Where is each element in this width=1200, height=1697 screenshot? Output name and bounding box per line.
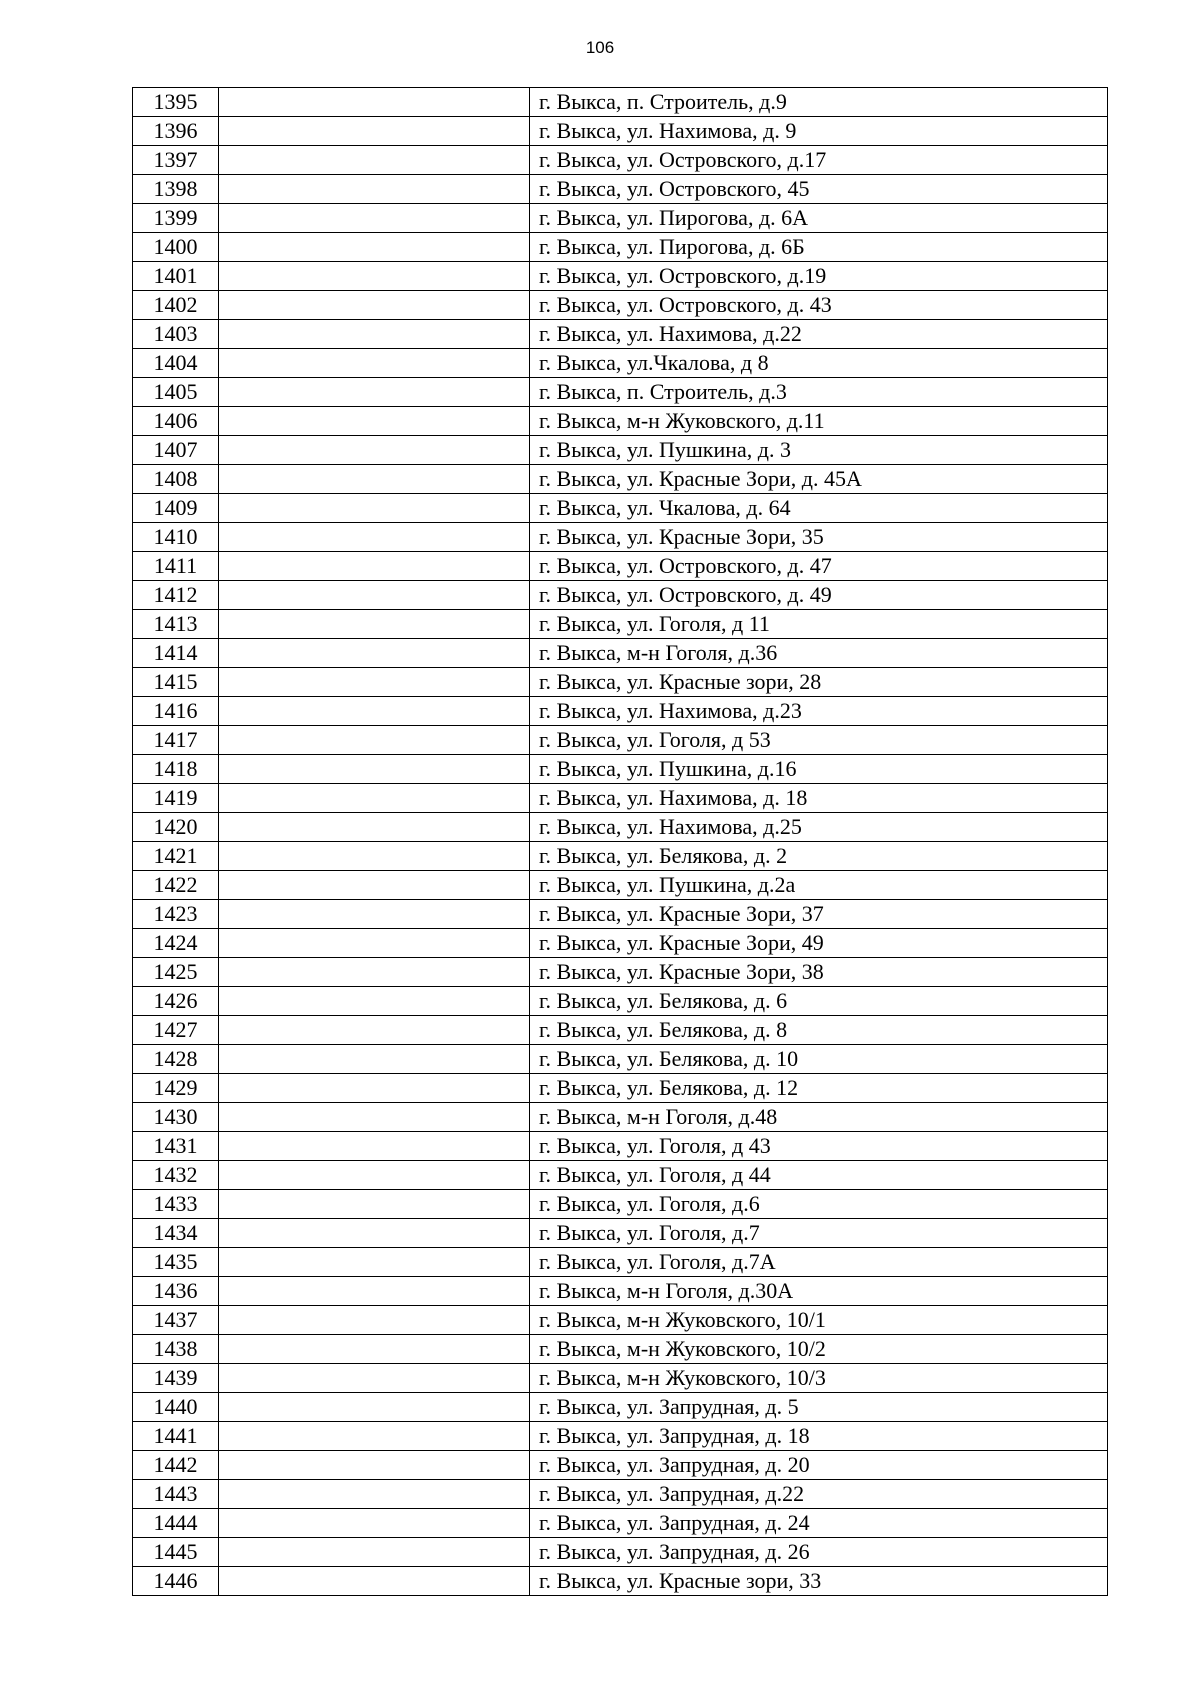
row-number-cell: 1417 [133, 726, 219, 755]
address-cell: г. Выкса, ул. Пушкина, д.16 [530, 755, 1108, 784]
table-row [133, 581, 1108, 610]
row-number-cell: 1397 [133, 146, 219, 175]
empty-cell [219, 1103, 530, 1132]
table-row [133, 262, 1108, 291]
row-number-cell: 1413 [133, 610, 219, 639]
table-row [133, 233, 1108, 262]
row-number-cell: 1423 [133, 900, 219, 929]
empty-cell [219, 610, 530, 639]
table-row [133, 523, 1108, 552]
row-number-cell: 1422 [133, 871, 219, 900]
address-cell: г. Выкса, м-н Жуковского, 10/3 [530, 1364, 1108, 1393]
address-cell: г. Выкса, ул. Запрудная, д. 26 [530, 1538, 1108, 1567]
table-row [133, 1248, 1108, 1277]
table-row [133, 668, 1108, 697]
table-row [133, 1190, 1108, 1219]
address-cell: г. Выкса, м-н Гоголя, д.36 [530, 639, 1108, 668]
empty-cell [219, 668, 530, 697]
empty-cell [219, 1045, 530, 1074]
empty-cell [219, 465, 530, 494]
row-number-cell: 1433 [133, 1190, 219, 1219]
table-row [133, 117, 1108, 146]
empty-cell [219, 1538, 530, 1567]
row-number-cell: 1407 [133, 436, 219, 465]
address-cell: г. Выкса, ул. Красные Зори, д. 45А [530, 465, 1108, 494]
row-number-cell: 1414 [133, 639, 219, 668]
address-cell: г. Выкса, ул. Нахимова, д. 9 [530, 117, 1108, 146]
row-number-cell: 1398 [133, 175, 219, 204]
table-row [133, 88, 1108, 117]
table-row [133, 842, 1108, 871]
address-cell: г. Выкса, ул. Гоголя, д 43 [530, 1132, 1108, 1161]
empty-cell [219, 581, 530, 610]
table-row [133, 987, 1108, 1016]
row-number-cell: 1434 [133, 1219, 219, 1248]
empty-cell [219, 987, 530, 1016]
empty-cell [219, 1364, 530, 1393]
row-number-cell: 1431 [133, 1132, 219, 1161]
empty-cell [219, 523, 530, 552]
table-row [133, 1045, 1108, 1074]
empty-cell [219, 639, 530, 668]
address-cell: г. Выкса, п. Строитель, д.9 [530, 88, 1108, 117]
empty-cell [219, 436, 530, 465]
empty-cell [219, 1219, 530, 1248]
address-cell: г. Выкса, ул. Белякова, д. 10 [530, 1045, 1108, 1074]
row-number-cell: 1430 [133, 1103, 219, 1132]
address-cell: г. Выкса, ул. Островского, д.19 [530, 262, 1108, 291]
address-cell: г. Выкса, м-н Жуковского, 10/2 [530, 1335, 1108, 1364]
table-row [133, 1103, 1108, 1132]
empty-cell [219, 291, 530, 320]
address-cell: г. Выкса, ул.Чкалова, д 8 [530, 349, 1108, 378]
row-number-cell: 1403 [133, 320, 219, 349]
row-number-cell: 1405 [133, 378, 219, 407]
row-number-cell: 1418 [133, 755, 219, 784]
empty-cell [219, 146, 530, 175]
empty-cell [219, 1161, 530, 1190]
row-number-cell: 1401 [133, 262, 219, 291]
row-number-cell: 1410 [133, 523, 219, 552]
address-cell: г. Выкса, ул. Красные Зори, 38 [530, 958, 1108, 987]
address-cell: г. Выкса, ул. Чкалова, д. 64 [530, 494, 1108, 523]
empty-cell [219, 697, 530, 726]
empty-cell [219, 378, 530, 407]
empty-cell [219, 1132, 530, 1161]
empty-cell [219, 1306, 530, 1335]
address-cell: г. Выкса, ул. Красные Зори, 37 [530, 900, 1108, 929]
row-number-cell: 1438 [133, 1335, 219, 1364]
table-row [133, 1567, 1108, 1596]
row-number-cell: 1442 [133, 1451, 219, 1480]
row-number-cell: 1432 [133, 1161, 219, 1190]
empty-cell [219, 929, 530, 958]
row-number-cell: 1402 [133, 291, 219, 320]
row-number-cell: 1408 [133, 465, 219, 494]
table-row [133, 465, 1108, 494]
empty-cell [219, 1335, 530, 1364]
table-row [133, 1219, 1108, 1248]
address-cell: г. Выкса, ул. Красные Зори, 35 [530, 523, 1108, 552]
row-number-cell: 1406 [133, 407, 219, 436]
address-cell: г. Выкса, ул. Гоголя, д 11 [530, 610, 1108, 639]
row-number-cell: 1424 [133, 929, 219, 958]
row-number-cell: 1444 [133, 1509, 219, 1538]
empty-cell [219, 494, 530, 523]
row-number-cell: 1427 [133, 1016, 219, 1045]
address-cell: г. Выкса, м-н Жуковского, д.11 [530, 407, 1108, 436]
table-row [133, 784, 1108, 813]
empty-cell [219, 813, 530, 842]
empty-cell [219, 1074, 530, 1103]
table-row [133, 1016, 1108, 1045]
row-number-cell: 1409 [133, 494, 219, 523]
empty-cell [219, 784, 530, 813]
row-number-cell: 1440 [133, 1393, 219, 1422]
address-cell: г. Выкса, ул. Белякова, д. 8 [530, 1016, 1108, 1045]
empty-cell [219, 349, 530, 378]
empty-cell [219, 262, 530, 291]
address-cell: г. Выкса, ул. Гоголя, д.7А [530, 1248, 1108, 1277]
address-cell: г. Выкса, ул. Пирогова, д. 6Б [530, 233, 1108, 262]
row-number-cell: 1428 [133, 1045, 219, 1074]
table-row [133, 378, 1108, 407]
table-row [133, 871, 1108, 900]
row-number-cell: 1411 [133, 552, 219, 581]
address-cell: г. Выкса, ул. Белякова, д. 6 [530, 987, 1108, 1016]
address-cell: г. Выкса, ул. Пушкина, д. 3 [530, 436, 1108, 465]
address-cell: г. Выкса, ул. Белякова, д. 2 [530, 842, 1108, 871]
address-cell: г. Выкса, ул. Островского, д. 43 [530, 291, 1108, 320]
empty-cell [219, 1509, 530, 1538]
table-row [133, 1538, 1108, 1567]
address-cell: г. Выкса, ул. Островского, д.17 [530, 146, 1108, 175]
row-number-cell: 1436 [133, 1277, 219, 1306]
empty-cell [219, 204, 530, 233]
empty-cell [219, 842, 530, 871]
row-number-cell: 1395 [133, 88, 219, 117]
row-number-cell: 1419 [133, 784, 219, 813]
row-number-cell: 1415 [133, 668, 219, 697]
row-number-cell: 1396 [133, 117, 219, 146]
address-cell: г. Выкса, ул. Гоголя, д.6 [530, 1190, 1108, 1219]
table-row [133, 1306, 1108, 1335]
row-number-cell: 1443 [133, 1480, 219, 1509]
empty-cell [219, 233, 530, 262]
table-row [133, 726, 1108, 755]
row-number-cell: 1420 [133, 813, 219, 842]
table-row [133, 697, 1108, 726]
table-row [133, 1480, 1108, 1509]
row-number-cell: 1399 [133, 204, 219, 233]
address-cell: г. Выкса, ул. Островского, 45 [530, 175, 1108, 204]
table-row [133, 291, 1108, 320]
address-cell: г. Выкса, п. Строитель, д.3 [530, 378, 1108, 407]
table-row [133, 958, 1108, 987]
row-number-cell: 1439 [133, 1364, 219, 1393]
row-number-cell: 1429 [133, 1074, 219, 1103]
table-row [133, 900, 1108, 929]
address-cell: г. Выкса, ул. Островского, д. 47 [530, 552, 1108, 581]
row-number-cell: 1426 [133, 987, 219, 1016]
empty-cell [219, 1016, 530, 1045]
address-cell: г. Выкса, ул. Белякова, д. 12 [530, 1074, 1108, 1103]
address-cell: г. Выкса, ул. Островского, д. 49 [530, 581, 1108, 610]
empty-cell [219, 1190, 530, 1219]
row-number-cell: 1446 [133, 1567, 219, 1596]
empty-cell [219, 958, 530, 987]
empty-cell [219, 1277, 530, 1306]
empty-cell [219, 320, 530, 349]
empty-cell [219, 900, 530, 929]
empty-cell [219, 726, 530, 755]
empty-cell [219, 1567, 530, 1596]
empty-cell [219, 175, 530, 204]
table-row [133, 755, 1108, 784]
table-row [133, 1509, 1108, 1538]
empty-cell [219, 117, 530, 146]
empty-cell [219, 871, 530, 900]
row-number-cell: 1400 [133, 233, 219, 262]
empty-cell [219, 1393, 530, 1422]
address-cell: г. Выкса, ул. Запрудная, д. 24 [530, 1509, 1108, 1538]
address-cell: г. Выкса, ул. Запрудная, д. 5 [530, 1393, 1108, 1422]
row-number-cell: 1445 [133, 1538, 219, 1567]
address-table-body [133, 88, 1108, 1596]
address-cell: г. Выкса, ул. Запрудная, д. 18 [530, 1422, 1108, 1451]
empty-cell [219, 1480, 530, 1509]
address-cell: г. Выкса, ул. Нахимова, д.22 [530, 320, 1108, 349]
table-row [133, 1451, 1108, 1480]
address-cell: г. Выкса, ул. Пушкина, д.2а [530, 871, 1108, 900]
table-row [133, 204, 1108, 233]
row-number-cell: 1441 [133, 1422, 219, 1451]
address-cell: г. Выкса, м-н Гоголя, д.48 [530, 1103, 1108, 1132]
empty-cell [219, 88, 530, 117]
row-number-cell: 1435 [133, 1248, 219, 1277]
table-row [133, 1074, 1108, 1103]
table-row [133, 349, 1108, 378]
address-cell: г. Выкса, ул. Запрудная, д.22 [530, 1480, 1108, 1509]
table-row [133, 320, 1108, 349]
address-cell: г. Выкса, ул. Красные зори, 28 [530, 668, 1108, 697]
table-row [133, 175, 1108, 204]
address-cell: г. Выкса, ул. Нахимова, д.23 [530, 697, 1108, 726]
table-row [133, 146, 1108, 175]
empty-cell [219, 1248, 530, 1277]
table-row [133, 1161, 1108, 1190]
address-cell: г. Выкса, ул. Пирогова, д. 6А [530, 204, 1108, 233]
table-row [133, 1364, 1108, 1393]
table-row [133, 813, 1108, 842]
table-row [133, 1277, 1108, 1306]
page-number: 106 [585, 38, 615, 57]
address-cell: г. Выкса, м-н Гоголя, д.30А [530, 1277, 1108, 1306]
empty-cell [219, 755, 530, 784]
address-cell: г. Выкса, ул. Гоголя, д.7 [530, 1219, 1108, 1248]
table-row [133, 1422, 1108, 1451]
address-table [132, 87, 1108, 1596]
table-row [133, 436, 1108, 465]
table-row [133, 929, 1108, 958]
address-cell: г. Выкса, ул. Нахимова, д. 18 [530, 784, 1108, 813]
empty-cell [219, 552, 530, 581]
table-row [133, 610, 1108, 639]
address-cell: г. Выкса, ул. Нахимова, д.25 [530, 813, 1108, 842]
address-cell: г. Выкса, ул. Гоголя, д 53 [530, 726, 1108, 755]
empty-cell [219, 407, 530, 436]
table-row [133, 639, 1108, 668]
address-cell: г. Выкса, ул. Красные зори, 33 [530, 1567, 1108, 1596]
table-row [133, 407, 1108, 436]
row-number-cell: 1412 [133, 581, 219, 610]
row-number-cell: 1425 [133, 958, 219, 987]
row-number-cell: 1416 [133, 697, 219, 726]
table-row [133, 494, 1108, 523]
table-row [133, 1335, 1108, 1364]
table-row [133, 552, 1108, 581]
address-cell: г. Выкса, ул. Гоголя, д 44 [530, 1161, 1108, 1190]
row-number-cell: 1404 [133, 349, 219, 378]
row-number-cell: 1437 [133, 1306, 219, 1335]
table-row [133, 1132, 1108, 1161]
empty-cell [219, 1422, 530, 1451]
empty-cell [219, 1451, 530, 1480]
table-row [133, 1393, 1108, 1422]
address-cell: г. Выкса, м-н Жуковского, 10/1 [530, 1306, 1108, 1335]
address-cell: г. Выкса, ул. Красные Зори, 49 [530, 929, 1108, 958]
address-cell: г. Выкса, ул. Запрудная, д. 20 [530, 1451, 1108, 1480]
row-number-cell: 1421 [133, 842, 219, 871]
